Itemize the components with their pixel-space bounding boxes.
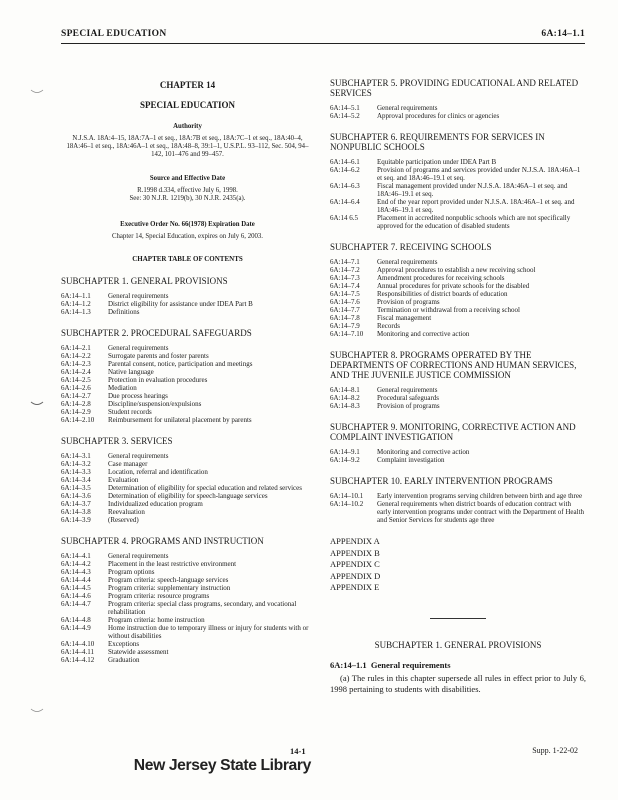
toc-entry (61, 640, 314, 648)
right-toc (330, 78, 586, 524)
toc-entry-number: 6A:14–4.1 (61, 552, 91, 560)
header-title: SPECIAL EDUCATION (61, 29, 167, 39)
toc-entry-title: General requirements (108, 292, 169, 300)
toc-entry (61, 500, 314, 508)
toc-entry (330, 266, 586, 274)
toc-entry-number: 6A:14–8.2 (330, 394, 360, 402)
toc-entry-title: General requirements (108, 552, 169, 560)
toc-entry (61, 568, 314, 576)
toc-entry-title: Protection in evaluation procedures (108, 376, 208, 384)
toc-subchapter-heading: SUBCHAPTER 2. PROCEDURAL SAFEGUARDS (61, 328, 252, 338)
toc-entry-number: 6A:14–7.6 (330, 298, 360, 306)
toc-section-list (61, 552, 314, 664)
toc-subchapter-heading: SUBCHAPTER 10. EARLY INTERVENTION PROGRAMS (330, 476, 553, 486)
right-column (330, 78, 586, 695)
toc-entry (330, 492, 586, 500)
toc-entry-title: General requirements (377, 104, 438, 112)
toc-entry (61, 656, 314, 664)
toc-entry-title: Program options (108, 568, 155, 576)
section-paragraph: (a) The rules in this chapter supersede all rules in effect prior to July 6, 1998 pertaining to students with disabilities. (330, 672, 586, 694)
toc-entry-title: Parental consent, notice, participation and meetings (108, 360, 253, 368)
toc-entry-title: Placement in the least restrictive environment (108, 560, 237, 568)
toc-entry-title: Case manager (108, 460, 148, 468)
toc-entry-title: Reevaluation (108, 508, 145, 516)
toc-entry-title: Reimbursement for unilateral placement by parents (108, 416, 252, 424)
toc-subchapter-heading: SUBCHAPTER 4. PROGRAMS AND INSTRUCTION (61, 536, 264, 546)
supplement-date: Supp. 1-22-02 (532, 746, 578, 755)
authority-heading: Authority (173, 123, 202, 130)
toc-section-list (330, 104, 586, 120)
toc-entry-number: 6A:14–4.7 (61, 600, 91, 608)
toc-entry-title: Native language (108, 368, 154, 376)
toc-section-list (330, 158, 586, 230)
toc-entry-number: 6A:14–4.8 (61, 616, 91, 624)
appendix-item: APPENDIX B (330, 547, 380, 558)
toc-entry-title: Program criteria: special class programs, secondary, and vocational rehabilitation (108, 600, 297, 616)
toc-entry-title: Graduation (108, 656, 140, 664)
toc-entry-number: 6A:14–9.1 (330, 448, 360, 456)
toc-entry-title: Early intervention programs serving children between birth and age three (377, 492, 583, 500)
toc-entry (330, 500, 586, 524)
toc-entry-title: Provision of programs (377, 298, 440, 306)
toc-section-list (330, 492, 586, 524)
toc-entry (61, 384, 314, 392)
toc-subchapter (330, 476, 586, 524)
toc-subchapter (330, 132, 586, 230)
toc-entry-title: Definitions (108, 308, 140, 316)
toc-entry (61, 408, 314, 416)
toc-entry-title: Placement in accredited nonpublic schools which are not specifically approved for the education of disabled students (377, 214, 571, 230)
toc-entry-number: 6A:14–3.6 (61, 492, 91, 500)
toc-entry-title: Determination of eligibility for speech-language services (108, 492, 268, 500)
library-stamp: New Jersey State Library (133, 757, 311, 774)
toc-entry-number: 6A:14–2.2 (61, 352, 91, 360)
toc-entry-number: 6A:14–3.4 (61, 476, 91, 484)
toc-entry (61, 508, 314, 516)
toc-entry-number: 6A:14–1.2 (61, 300, 91, 308)
executive-order-heading: Executive Order No. 66(1978) Expiration Date (120, 221, 255, 228)
toc-entry-title: General requirements (377, 386, 438, 394)
toc-entry-number: 6A:14–4.12 (61, 656, 95, 664)
toc-section-list (330, 258, 586, 338)
toc-section-list (330, 448, 586, 464)
toc-entry (330, 112, 586, 120)
toc-entry-number: 6A:14–1.1 (61, 292, 91, 300)
toc-entry-number: 6A:14–4.9 (61, 624, 91, 632)
toc-entry (330, 314, 586, 322)
toc-entry-title: Surrogate parents and foster parents (108, 352, 209, 360)
toc-entry-title: Program criteria: speech-language services (108, 576, 229, 584)
toc-entry (61, 416, 314, 424)
toc-entry-title: Student records (108, 408, 152, 416)
toc-section-list (61, 344, 314, 424)
toc-entry (61, 292, 314, 300)
toc-entry-number: 6A:14–4.10 (61, 640, 95, 648)
toc-entry (330, 104, 586, 112)
toc-entry-number: 6A:14–7.1 (330, 258, 360, 266)
toc-entry (61, 624, 314, 640)
toc-entry (61, 476, 314, 484)
toc-entry-number: 6A:14–3.8 (61, 508, 91, 516)
toc-entry (61, 584, 314, 592)
toc-entry (61, 516, 314, 524)
toc-entry (330, 298, 586, 306)
scan-mark-icon (30, 88, 44, 96)
toc-subchapter (330, 242, 586, 338)
appendix-list (330, 536, 586, 594)
toc-entry (61, 308, 314, 316)
section-divider (430, 618, 486, 619)
toc-entry-title: Home instruction due to temporary illness or injury for students with or without disabilities (108, 624, 309, 640)
toc-entry (330, 386, 586, 394)
toc-entry-title: Records (377, 322, 400, 330)
toc-subchapter (330, 78, 586, 120)
source-heading: Source and Effective Date (149, 175, 226, 182)
toc-entry-title: Approval procedures to establish a new receiving school (377, 266, 536, 274)
toc-subchapter-heading: SUBCHAPTER 7. RECEIVING SCHOOLS (330, 242, 492, 252)
toc-entry-number: 6A:14–2.4 (61, 368, 91, 376)
toc-entry-number: 6A:14 6.5 (330, 214, 358, 222)
toc-entry-title: Fiscal management provided under N.J.S.A. 18A:46A–1 et seq. and 18A:46–19.1 et seq. (377, 182, 568, 198)
toc-entry (61, 344, 314, 352)
body-subchapter-heading: SUBCHAPTER 1. GENERAL PROVISIONS (374, 639, 542, 650)
header-section-number: 6A:14–1.1 (541, 29, 585, 39)
toc-entry-number: 6A:14–5.2 (330, 112, 360, 120)
toc-entry-number: 6A:14–5.1 (330, 104, 360, 112)
toc-entry (330, 274, 586, 282)
chapter-title: SPECIAL EDUCATION (139, 100, 236, 110)
toc-entry-number: 6A:14–6.2 (330, 166, 360, 174)
toc-entry-number: 6A:14–4.4 (61, 576, 91, 584)
toc-entry-number: 6A:14–10.2 (330, 500, 364, 508)
toc-entry (61, 452, 314, 460)
toc-entry-number: 6A:14–8.3 (330, 402, 360, 410)
toc-entry (61, 648, 314, 656)
toc-subchapter-heading: SUBCHAPTER 8. PROGRAMS OPERATED BY THE DEPARTMENTS OF CORRECTIONS AND HUMAN SERVICES, AND THE JUVENILE JUSTICE COMMISSION (330, 350, 577, 380)
toc-entry-number: 6A:14–3.3 (61, 468, 91, 476)
toc-entry-title: Due process hearings (108, 392, 168, 400)
toc-entry-number: 6A:14–3.9 (61, 516, 91, 524)
toc-heading: CHAPTER TABLE OF CONTENTS (132, 255, 243, 263)
toc-section-list (330, 386, 586, 410)
toc-entry-number: 6A:14–4.6 (61, 592, 91, 600)
toc-entry-title: Amendment procedures for receiving schools (377, 274, 505, 282)
toc-entry-title: Program criteria: home instruction (108, 616, 205, 624)
appendix-item: APPENDIX D (330, 570, 381, 581)
toc-entry-number: 6A:14–7.2 (330, 266, 360, 274)
toc-entry-title: Location, referral and identification (108, 468, 208, 476)
toc-entry (61, 600, 314, 616)
toc-entry (330, 402, 586, 410)
toc-entry-title: Complaint investigation (377, 456, 445, 464)
toc-entry (330, 330, 586, 338)
toc-entry (330, 322, 586, 330)
toc-entry-number: 6A:14–2.9 (61, 408, 91, 416)
toc-entry-number: 6A:14–2.1 (61, 344, 91, 352)
toc-entry-number: 6A:14–6.4 (330, 198, 360, 206)
toc-entry (61, 616, 314, 624)
toc-entry-title: Monitoring and corrective action (377, 448, 470, 456)
scan-mark-icon (30, 400, 44, 408)
appendix-item: APPENDIX C (330, 559, 380, 569)
toc-entry (61, 552, 314, 560)
running-header (61, 27, 585, 44)
toc-entry-number: 6A:14–8.1 (330, 386, 360, 394)
toc-entry (61, 592, 314, 600)
toc-entry (330, 258, 586, 266)
toc-entry-number: 6A:14–7.9 (330, 322, 360, 330)
toc-entry-title: General requirements when district boards of education contract with early intervention programs under contract with the Department of Health and Senior Services for students age three (377, 500, 585, 524)
toc-entry (61, 360, 314, 368)
toc-entry-number: 6A:14–2.6 (61, 384, 91, 392)
toc-entry-title: Provision of programs (377, 402, 440, 410)
toc-entry (330, 448, 586, 456)
toc-subchapter (330, 422, 586, 464)
toc-entry (61, 392, 314, 400)
toc-subchapter (61, 436, 314, 524)
toc-entry-title: Individualized education program (108, 500, 203, 508)
toc-subchapter-heading: SUBCHAPTER 3. SERVICES (61, 436, 173, 446)
toc-entry (61, 576, 314, 584)
toc-entry (330, 456, 586, 464)
page-number: 14-1 (290, 746, 306, 756)
toc-entry-title: End of the year report provided under N.J.S.A. 18A:46A–1 et seq. and 18A:46–19.1 et seq. (377, 198, 575, 214)
toc-entry (330, 214, 586, 230)
toc-entry-number: 6A:14–4.3 (61, 568, 91, 576)
toc-entry-number: 6A:14–7.10 (330, 330, 364, 338)
toc-entry-title: Equitable participation under IDEA Part B (377, 158, 497, 166)
toc-entry-title: Provision of programs and services provided under N.J.S.A. 18A:46A–1 et seq. and 18A:46–19.1 et seq. (377, 166, 581, 182)
toc-subchapter-heading: SUBCHAPTER 1. GENERAL PROVISIONS (61, 276, 228, 286)
toc-subchapter (61, 328, 314, 424)
toc-entry (61, 560, 314, 568)
chapter-number: CHAPTER 14 (159, 80, 216, 90)
toc-entry (330, 282, 586, 290)
appendix-item: APPENDIX A (330, 536, 380, 546)
toc-entry-title: Statewide assessment (108, 648, 169, 656)
toc-entry (330, 182, 586, 198)
toc-subchapter-heading: SUBCHAPTER 9. MONITORING, CORRECTIVE ACTION AND COMPLAINT INVESTIGATION (330, 422, 576, 442)
toc-entry (61, 492, 314, 500)
toc-entry-title: Fiscal management (377, 314, 432, 322)
toc-entry (330, 166, 586, 182)
toc-subchapter (330, 350, 586, 410)
toc-entry (61, 460, 314, 468)
toc-entry-title: District eligibility for assistance under IDEA Part B (108, 300, 253, 308)
toc-entry-title: Responsibilities of district boards of education (377, 290, 508, 298)
toc-entry-title: Procedural safeguards (377, 394, 440, 402)
toc-entry-number: 6A:14–9.2 (330, 456, 360, 464)
toc-entry-number: 6A:14–3.2 (61, 460, 91, 468)
toc-entry (61, 300, 314, 308)
toc-entry-title: Evaluation (108, 476, 139, 484)
scan-mark-icon (30, 707, 44, 715)
source-line: See: 30 N.J.R. 1219(b), 30 N.J.R. 2435(a). (129, 195, 246, 202)
toc-entry (61, 484, 314, 492)
appendix-item: APPENDIX E (330, 582, 380, 592)
toc-entry-number: 6A:14–2.10 (61, 416, 95, 424)
toc-entry-title: Mediation (108, 384, 137, 392)
toc-entry-title: Program criteria: supplementary instruction (108, 584, 231, 592)
toc-entry-number: 6A:14–4.5 (61, 584, 91, 592)
toc-entry (61, 400, 314, 408)
toc-entry-number: 6A:14–7.3 (330, 274, 360, 282)
authority-text: N.J.S.A. 18A:4–15, 18A:7A–1 et seq., 18A:7B et seq., 18A:7C–1 et seq., 18A:40–4, 18A:46–1 et seq., 18A:46A–1 et seq., 18A:48–8, 39:1–1, U.S.P.L. 93–112, Sec. 504, 94–142, 101–476 and 99–457. (66, 135, 309, 158)
toc-entry-number: 6A:14–7.5 (330, 290, 360, 298)
toc-entry-title: Annual procedures for private schools for the disabled (377, 282, 530, 290)
toc-entry-title: (Reserved) (108, 516, 139, 524)
executive-order-text: Chapter 14, Special Education, expires on July 6, 2003. (111, 233, 263, 240)
toc-subchapter (61, 276, 314, 316)
toc-entry-number: 6A:14–7.4 (330, 282, 360, 290)
toc-entry-number: 6A:14–3.1 (61, 452, 91, 460)
toc-entry-number: 6A:14–3.5 (61, 484, 91, 492)
toc-entry-number: 6A:14–1.3 (61, 308, 91, 316)
toc-entry-number: 6A:14–7.7 (330, 306, 360, 314)
toc-entry-title: Monitoring and corrective action (377, 330, 470, 338)
toc-entry-number: 6A:14–6.1 (330, 158, 360, 166)
toc-entry-number: 6A:14–2.7 (61, 392, 91, 400)
toc-entry-title: Determination of eligibility for special education and related services (108, 484, 302, 492)
toc-entry-title: Approval procedures for clinics or agencies (377, 112, 500, 120)
toc-subchapter (61, 536, 314, 664)
toc-entry (61, 352, 314, 360)
toc-entry-title: Discipline/suspension/expulsions (108, 400, 202, 408)
toc-entry-number: 6A:14–3.7 (61, 500, 91, 508)
source-line: R.1998 d.334, effective July 6, 1998. (137, 187, 238, 194)
left-column (61, 78, 314, 676)
source-text (61, 187, 314, 203)
toc-entry (330, 394, 586, 402)
toc-subchapter-heading: SUBCHAPTER 5. PROVIDING EDUCATIONAL AND RELATED SERVICES (330, 78, 579, 98)
toc-entry (61, 376, 314, 384)
toc-section-list (61, 452, 314, 524)
toc-entry-number: 6A:14–4.11 (61, 648, 94, 656)
section-number: 6A:14–1.1 (330, 659, 367, 670)
section-title: General requirements (370, 659, 451, 670)
toc-entry (330, 290, 586, 298)
toc-entry-title: Exceptions (108, 640, 140, 648)
toc-section-list (61, 292, 314, 316)
toc-entry (61, 368, 314, 376)
toc-subchapter-heading: SUBCHAPTER 6. REQUIREMENTS FOR SERVICES IN NONPUBLIC SCHOOLS (330, 132, 545, 152)
toc-entry-number: 6A:14–2.5 (61, 376, 91, 384)
toc-entry-number: 6A:14–6.3 (330, 182, 360, 190)
section-heading (330, 661, 586, 669)
toc-entry-title: General requirements (108, 452, 169, 460)
toc-entry-number: 6A:14–4.2 (61, 560, 91, 568)
left-toc (61, 276, 314, 664)
toc-entry (330, 158, 586, 166)
toc-entry-title: Program criteria: resource programs (108, 592, 210, 600)
toc-entry (61, 468, 314, 476)
toc-entry (330, 306, 586, 314)
toc-entry-title: Termination or withdrawal from a receiving school (377, 306, 520, 314)
toc-entry (330, 198, 586, 214)
toc-entry-number: 6A:14–10.1 (330, 492, 364, 500)
toc-entry-number: 6A:14–7.8 (330, 314, 360, 322)
toc-entry-title: General requirements (377, 258, 438, 266)
toc-entry-title: General requirements (108, 344, 169, 352)
toc-entry-number: 6A:14–2.8 (61, 400, 91, 408)
toc-entry-number: 6A:14–2.3 (61, 360, 91, 368)
